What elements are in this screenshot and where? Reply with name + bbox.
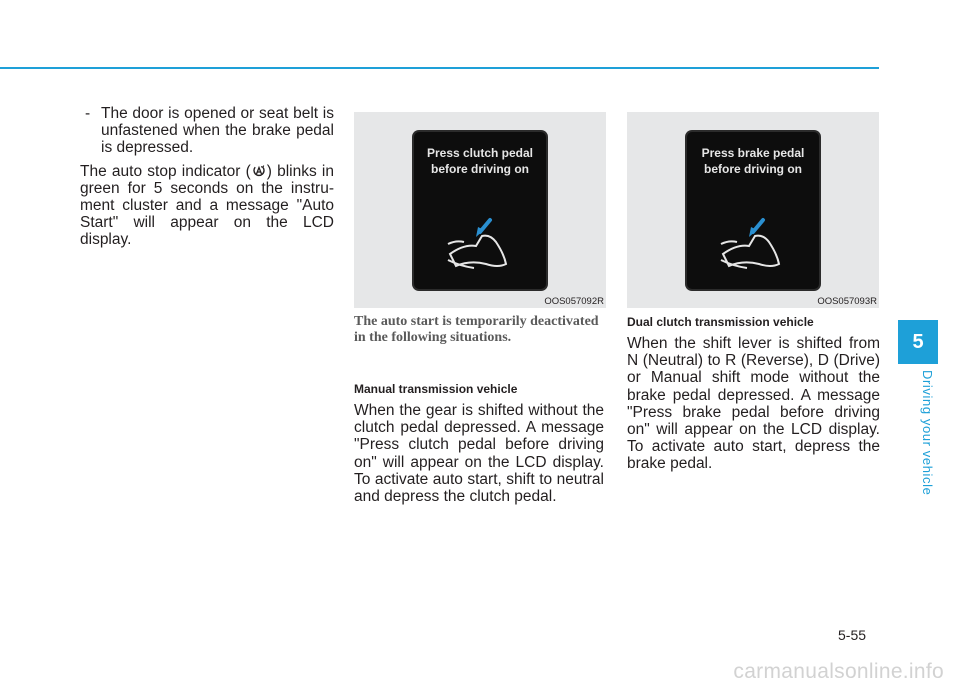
column-middle xyxy=(354,306,604,505)
figure-clutch xyxy=(354,112,606,308)
page-number: 5-55 xyxy=(838,627,867,643)
column-right xyxy=(627,315,880,473)
figure-code: OOS057092R xyxy=(544,296,604,307)
section-title: The auto start is temporarily deactivated in the following situations. xyxy=(354,314,599,345)
bullet-dash: - xyxy=(85,105,91,122)
subheading-manual: Manual transmission vehicle xyxy=(354,382,518,396)
chapter-tab: 5 xyxy=(898,320,938,364)
lcd-message: Press clutch pedal before driving on xyxy=(426,146,534,176)
indicator-paragraph xyxy=(80,163,334,249)
dct-paragraph: When the shift lever is shifted from N (Neutral) to R (Reverse), D (Drive) or Manual shift mode without the brake pedal depressed. A message "Press brake pedal before driving on" will appear on the LCD display. To activate auto start, depress the brake pedal. xyxy=(627,335,880,473)
lcd-screen xyxy=(687,132,819,289)
column-left xyxy=(80,105,334,249)
figure-code: OOS057093R xyxy=(817,296,877,307)
watermark: carmanualsonline.info xyxy=(733,660,944,683)
lcd-screen xyxy=(414,132,546,289)
subheading-dct: Dual clutch transmission vehicle xyxy=(627,315,814,329)
paragraph-text-before: The auto stop indicator ( xyxy=(80,162,251,180)
manual-paragraph: When the gear is shifted without the clutch pedal depressed. A message "Press clutch pedal before driving on" will appear on the LCD display. To activate auto start, shift to neutral and depress the clutch pedal. xyxy=(354,402,604,506)
foot-pedal-icon xyxy=(719,214,791,276)
foot-pedal-icon xyxy=(446,214,518,276)
chapter-label: Driving your vehicle xyxy=(920,370,935,496)
bullet-text: The door is opened or seat belt is unfastened when the brake pedal is depressed. xyxy=(101,105,334,157)
auto-stop-indicator-icon xyxy=(252,164,266,178)
bullet-item xyxy=(80,105,334,157)
header-rule xyxy=(0,67,879,69)
lcd-message: Press brake pedal before driving on xyxy=(701,146,805,176)
paragraph-text-after: ) blinks in green for 5 seconds on the instrument cluster and a message "Auto Start" will appear on the LCD display. xyxy=(80,162,334,249)
figure-brake xyxy=(627,112,879,308)
